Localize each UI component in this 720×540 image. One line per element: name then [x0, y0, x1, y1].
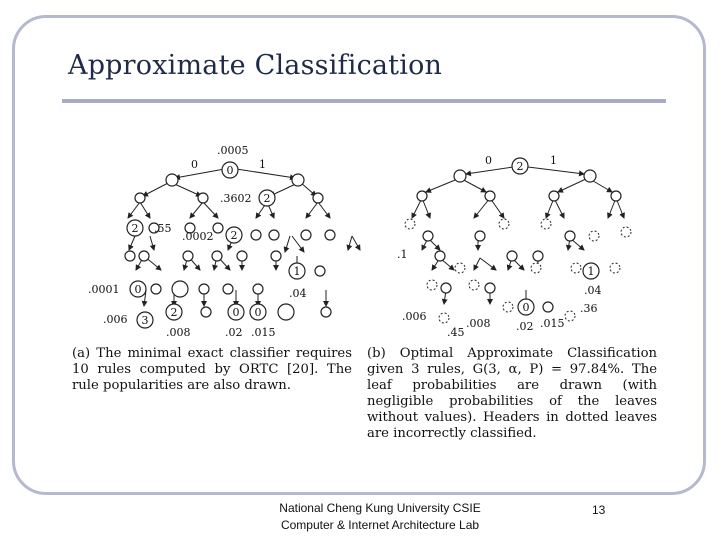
tree-a-val-2d: 2	[170, 306, 178, 319]
caption-b: (b) Optimal Approximate Classification given 3 rules, G(3, α, P) = 97.84%. The leaf probabilities are drawn (with negligible probabilities of the leaves without values). Headers in dotted leaves are incorrectly classified.	[367, 346, 657, 441]
footer-university: National Cheng Kung University CSIE	[279, 501, 481, 515]
tree-b-val-1: 1	[587, 265, 595, 278]
tree-a-prob-0002: .0002	[182, 230, 214, 243]
tree-a-prob-006: .006	[103, 313, 128, 326]
footer-lab: Computer & Internet Architecture Lab	[280, 518, 480, 532]
tree-b-edge-left: 0	[485, 154, 492, 167]
tree-b-prob-02: .02	[516, 320, 534, 333]
tree-a-root-val: 0	[226, 164, 234, 177]
tree-a-root-prob: .0005	[217, 144, 249, 157]
tree-b-prob-008: .008	[466, 317, 491, 330]
tree-a-prob-008: .008	[166, 326, 191, 339]
tree-b-val-0: 0	[522, 301, 530, 314]
tree-b-prob-36: .36	[580, 302, 598, 315]
tree-a-val-2a: 2	[263, 192, 271, 205]
tree-b-root-val: 2	[516, 160, 524, 173]
tree-a-val-3: 3	[141, 314, 149, 327]
tree-a-prob-04: .04	[289, 287, 307, 300]
footer	[230, 500, 530, 534]
tree-a-prob-015: .015	[251, 326, 276, 339]
tree-a-val-2c: 2	[230, 229, 238, 242]
tree-a-edge-right: 1	[259, 158, 266, 171]
tree-a-prob-55: .55	[154, 222, 172, 235]
tree-a-prob-02: .02	[225, 326, 243, 339]
title-underline	[62, 99, 666, 103]
tree-a-val-0b: 0	[232, 306, 240, 319]
tree-a-val-1: 1	[293, 265, 301, 278]
tree-a-labels	[88, 144, 307, 339]
tree-b-prob-015: .015	[540, 317, 565, 330]
tree-a-edge-left: 0	[191, 158, 198, 171]
tree-b-prob-04: .04	[584, 284, 602, 297]
tree-a-prob-0001: .0001	[88, 283, 120, 296]
tree-b-prob-1: .1	[397, 248, 408, 261]
tree-a-val-0c: 0	[254, 306, 262, 319]
tree-b-prob-45: .45	[447, 326, 465, 339]
tree-b-prob-006: .006	[402, 310, 427, 323]
page-number: 13	[592, 503, 606, 517]
slide-title: Approximate Classification	[68, 50, 443, 81]
tree-a-val-2b: 2	[131, 222, 139, 235]
tree-a-prob-3602: .3602	[220, 192, 252, 205]
tree-b-edge-right: 1	[550, 154, 557, 167]
caption-a: (a) The minimal exact classifier requires 10 rules computed by ORTC [20]. The rule popularities are also drawn.	[72, 346, 352, 393]
tree-a-val-0a: 0	[134, 283, 142, 296]
trie-figure	[60, 140, 660, 345]
